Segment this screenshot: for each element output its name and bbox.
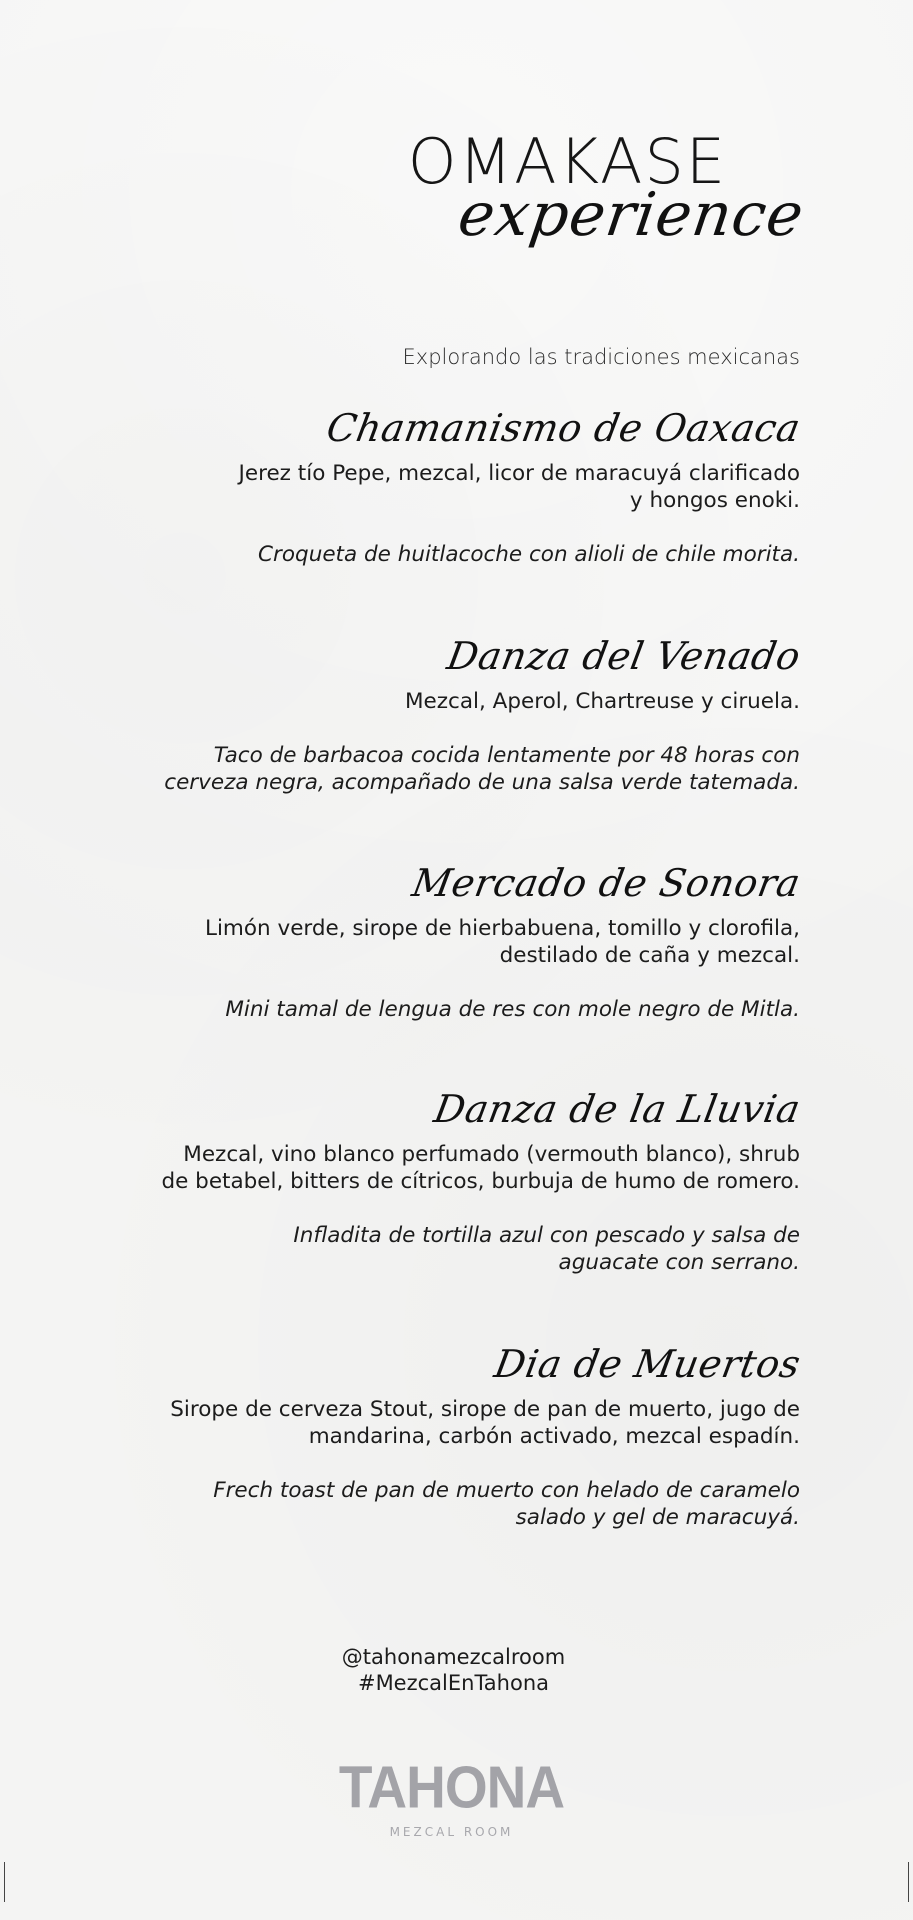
drink-description: Mezcal, Aperol, Chartreuse y ciruela. bbox=[404, 689, 800, 714]
right-edge-mark bbox=[908, 1862, 909, 1902]
dish-description: Frech toast de pan de muerto con helado de caramelo salado y gel de maracuyá. bbox=[213, 1478, 800, 1530]
instagram-handle: @tahonamezcalroom bbox=[341, 1645, 566, 1669]
menu-section-lluvia bbox=[40, 1087, 804, 1276]
menu-title-script: experience bbox=[453, 180, 808, 250]
social-links bbox=[0, 1644, 910, 1696]
menu-section-chamanismo bbox=[40, 406, 804, 568]
menu-title: OMAKASE bbox=[407, 125, 727, 198]
menu-section-muertos bbox=[40, 1342, 804, 1531]
menu-section-sonora bbox=[40, 861, 804, 1023]
menu-subtitle: Explorando las tradiciones mexicanas bbox=[402, 345, 800, 369]
dish-description: Croqueta de huitlacoche con alioli de chile morita. bbox=[258, 542, 800, 567]
dish-description: Taco de barbacoa cocida lentamente por 48 horas con cerveza negra, acompañado de una salsa verde tatemada. bbox=[164, 743, 800, 795]
left-edge-mark bbox=[4, 1862, 5, 1902]
dish-description: Infladita de tortilla azul con pescado y salsa de aguacate con serrano. bbox=[293, 1223, 800, 1275]
drink-description: Sirope de cerveza Stout, sirope de pan de muerto, jugo de mandarina, carbón activado, mezcal espadín. bbox=[170, 1397, 800, 1449]
hashtag: #MezcalEnTahona bbox=[357, 1671, 550, 1695]
section-title: Mercado de Sonora bbox=[408, 861, 804, 905]
drink-description: Jerez tío Pepe, mezcal, licor de maracuyá clarificado y hongos enoki. bbox=[238, 461, 800, 513]
brand-logo bbox=[0, 1753, 913, 1839]
section-title: Danza de la Lluvia bbox=[430, 1087, 804, 1131]
section-title: Chamanismo de Oaxaca bbox=[323, 406, 804, 450]
menu-section-venado bbox=[40, 634, 804, 796]
logo-wordmark: TAHONA bbox=[338, 1753, 565, 1821]
drink-description: Mezcal, vino blanco perfumado (vermouth blanco), shrub de betabel, bitters de cítricos, burbuja de humo de romero. bbox=[161, 1142, 800, 1194]
drink-description: Limón verde, sirope de hierbabuena, tomillo y clorofila, destilado de caña y mezcal. bbox=[204, 916, 800, 968]
section-title: Dia de Muertos bbox=[491, 1342, 804, 1386]
section-title: Danza del Venado bbox=[443, 634, 804, 678]
logo-tagline: MEZCAL ROOM bbox=[389, 1825, 514, 1839]
dish-description: Mini tamal de lengua de res con mole negro de Mitla. bbox=[225, 997, 800, 1022]
